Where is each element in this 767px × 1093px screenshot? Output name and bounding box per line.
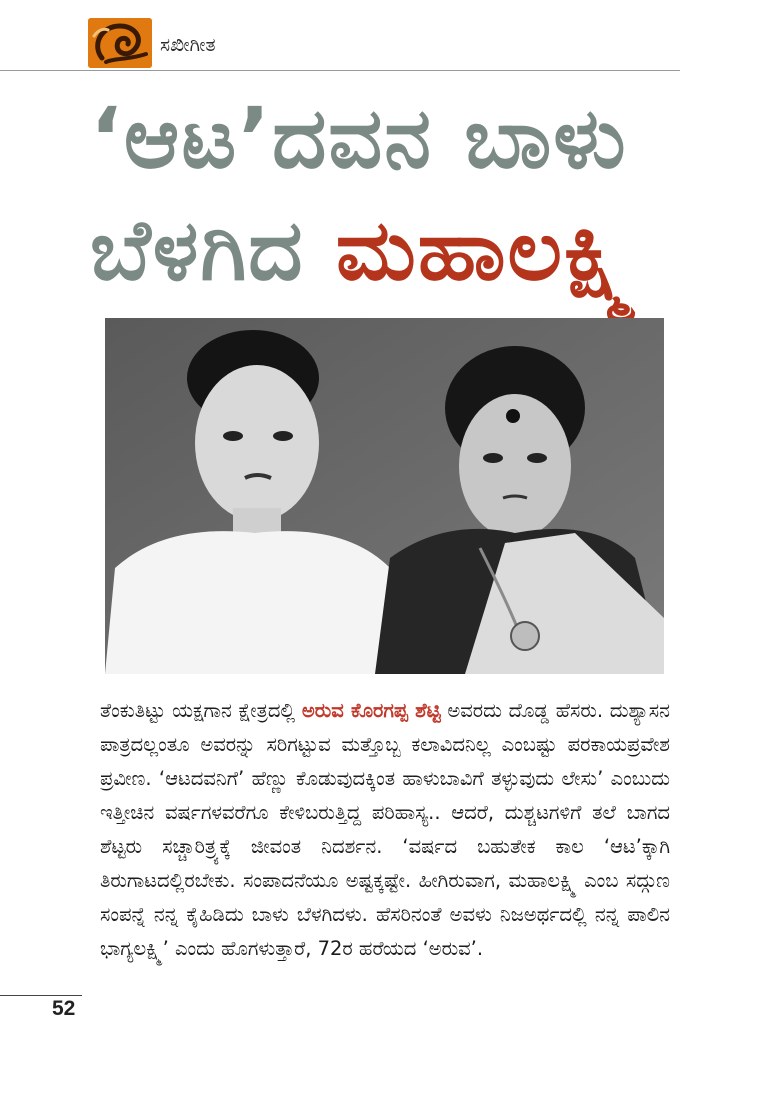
title-line-1: ‘ಆಟ’ದವನ ಬಾಳು [90, 89, 628, 187]
article-text-intro: ತೆಂಕುತಿಟ್ಟು ಯಕ್ಷಗಾನ ಕ್ಷೇತ್ರದಲ್ಲಿ [100, 699, 302, 722]
title-line-2-plain: ಬೆಳಗಿದ [90, 201, 336, 299]
page-number-divider [0, 995, 82, 996]
highlighted-name: ಅರುವ ಕೊರಗಪ್ಪ ಶೆಟ್ಟಿ [301, 699, 441, 722]
article-title [90, 82, 710, 306]
article-body [100, 694, 670, 966]
page-number: 52 [52, 997, 76, 1020]
couple-photo [105, 318, 664, 674]
section-name: ಸಖೀಗೀತ [160, 34, 216, 56]
title-line-2-accent: ಮಹಾಲಕ್ಷ್ಮಿ [335, 201, 638, 299]
title-line-2 [90, 194, 710, 306]
magazine-logo [88, 18, 152, 68]
article-text-main: ಅವರದು ದೊಡ್ಡ ಹೆಸರು. ದುಶ್ಯಾಸನ ಪಾತ್ರದಲ್ಲಂತೂ ಅವರನ್ನು ಸರಿಗಟ್ಟುವ ಮತ್ತೊಬ್ಬ ಕಲಾವಿದನಿಲ್ಲ ಎಂಬಷ್ಟು ಪರಕಾಯಪ್ರವೇಶ ಪ್ರವೀಣ. ‘ಆಟದವನಿಗೆ’ ಹೆಣ್ಣು ಕೊಡುವುದಕ್ಕಿಂತ ಹಾಳುಬಾವಿಗೆ ತಳ್ಳುವುದು ಲೇಸು’ ಎಂಬುದು ಇತ್ತೀಚಿನ ವರ್ಷಗಳವರೆಗೂ ಕೇಳಿಬರುತ್ತಿದ್ದ ಪರಿಹಾಸ್ಯ.. ಆದರೆ, ದುಶ್ಚಟಗಳಿಗೆ ತಲೆ ಬಾಗದ ಶೆಟ್ಟರು ಸಚ್ಚಾರಿತ್ರ್ಯಕ್ಕೆ ಜೀವಂತ ನಿದರ್ಶನ. ‘ವರ್ಷದ ಬಹುತೇಕ ಕಾಲ ‘ಆಟ’ಕ್ಕಾಗಿ ತಿರುಗಾಟದಲ್ಲಿರಬೇಕು. ಸಂಪಾದನೆಯೂ ಅಷ್ಟಕ್ಕಷ್ಟೇ. ಹೀಗಿರುವಾಗ, ಮಹಾಲಕ್ಷ್ಮಿ ಎಂಬ ಸದ್ಗುಣ ಸಂಪನ್ನೆ ನನ್ನ ಕೈಹಿಡಿದು ಬಾಳು ಬೆಳಗಿದಳು. ಹೆಸರಿನಂತೆ ಅವಳು ನಿಜಅರ್ಥದಲ್ಲಿ ನನ್ನ ಪಾಲಿನ ಭಾಗ್ಯಲಕ್ಷ್ಮಿ’ ಎಂದು ಹೊಗಳುತ್ತಾರೆ, 72ರ ಹರೆಯದ ‘ಅರುವ’. [100, 699, 670, 960]
header-divider [0, 70, 680, 71]
